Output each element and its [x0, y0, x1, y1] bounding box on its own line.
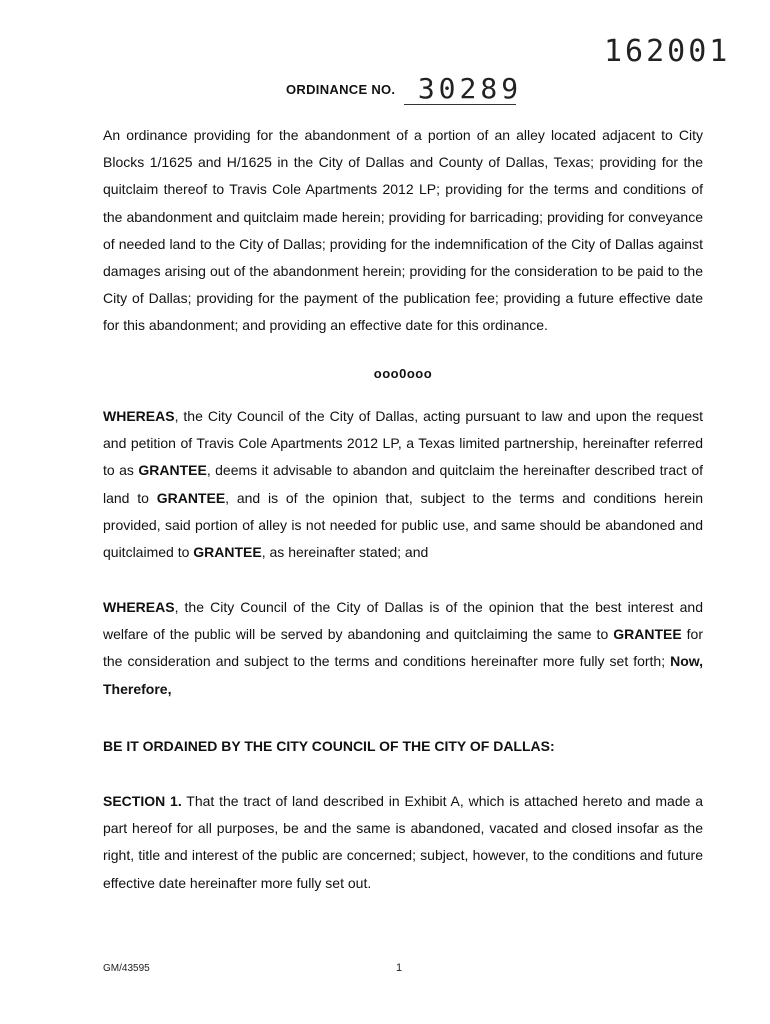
- whereas-paragraph-1: [103, 403, 703, 566]
- ordinance-number: 30289: [404, 74, 516, 105]
- grantee-term: GRANTEE: [613, 626, 682, 643]
- section-1-label: SECTION 1.: [103, 793, 182, 809]
- ordinance-label: ORDINANCE NO.: [286, 82, 396, 97]
- footer-document-code: GM/43595: [103, 963, 150, 974]
- ordain-heading: BE IT ORDAINED BY THE CITY COUNCIL OF THE CITY OF DALLAS:: [103, 738, 555, 754]
- now-therefore: Now, Therefore,: [103, 653, 703, 697]
- whereas-label: WHEREAS: [103, 599, 175, 615]
- section-1-text: That the tract of land described in Exhibit A, which is attached hereto and made a part hereof for all purposes, be and the same is abandoned, vacated and closed insofar as the right, title and interest of the public are concerned; subject, however, to the conditions and future effective date hereinafter more fully set out.: [103, 793, 703, 891]
- section-1-paragraph: [103, 788, 703, 897]
- ordinance-header: [286, 72, 523, 105]
- grantee-term: GRANTEE: [193, 544, 262, 561]
- whereas-text: for the consideration and subject to the terms and conditions hereinafter more fully set forth;: [103, 626, 703, 670]
- whereas-text: , deems it advisable to abandon and quitclaim the hereinafter described tract of land to: [103, 462, 703, 506]
- intro-paragraph: An ordinance providing for the abandonment of a portion of an alley located adjacent to City Blocks 1/1625 and H/1625 in the City of Dallas and County of Dallas, Texas; providing for the quitclaim thereof to Travis Cole Apartments 2012 LP; providing for the terms and conditions of the abandonment and quitclaim made herein; providing for barricading; providing for conveyance of needed land to the City of Dallas; providing for the indemnification of the City of Dallas against damages arising out of the abandonment herein; providing for the consideration to be paid to the City of Dallas; providing for the payment of the publication fee; providing a future effective date for this abandonment; and providing an effective date for this ordinance.: [103, 127, 703, 334]
- grantee-term: GRANTEE: [156, 489, 226, 506]
- footer-page-number: 1: [396, 962, 403, 974]
- whereas-text: , the City Council of the City of Dallas is of the opinion that the best interest and welfare of the public will be served by abandoning and quitclaiming the same to: [103, 599, 703, 643]
- grantee-term: GRANTEE: [138, 462, 207, 479]
- whereas-label: WHEREAS: [103, 408, 175, 424]
- whereas-paragraph-2: [103, 594, 703, 703]
- stamp-number: 162001: [604, 34, 731, 69]
- separator: ooo0ooo: [373, 366, 433, 381]
- whereas-text: , as hereinafter stated; and: [261, 544, 429, 561]
- whereas-text: , the City Council of the City of Dallas, acting pursuant to law and upon the request and petition of Travis Cole Apartments 2012 LP, a Texas limited partnership, hereinafter referred to as: [103, 408, 703, 479]
- whereas-text: , and is of the opinion that, subject to the terms and conditions herein provided, said portion of alley is not needed for public use, and same should be abandoned and quitclaimed to: [103, 489, 703, 561]
